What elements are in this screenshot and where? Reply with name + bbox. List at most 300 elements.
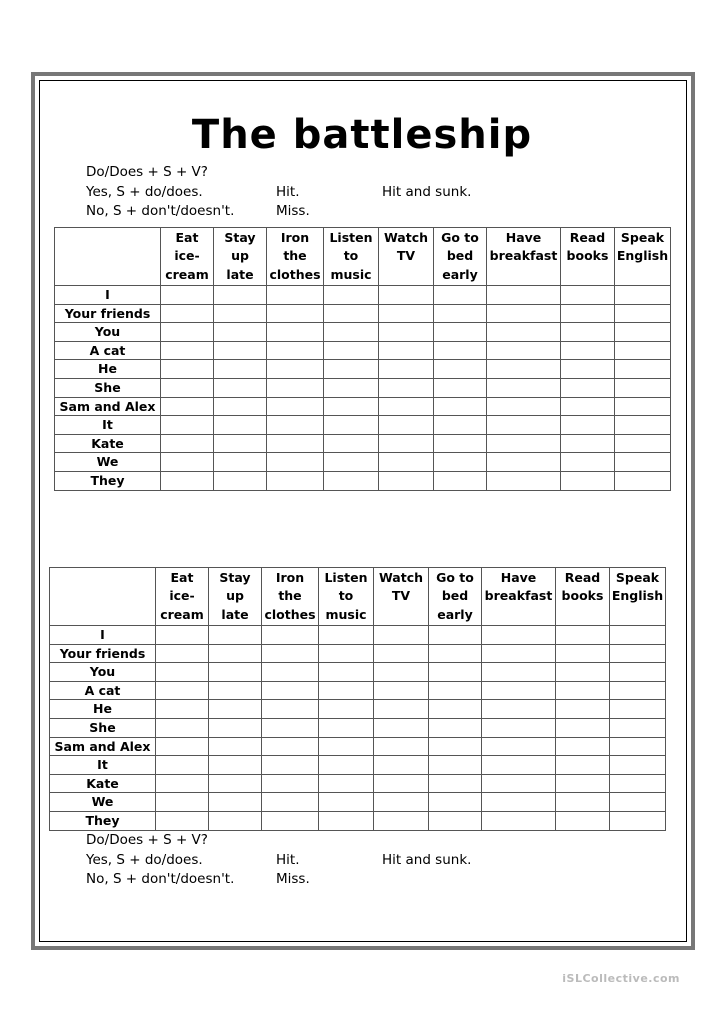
row-label: I: [50, 626, 156, 645]
column-header-line: Listen: [324, 570, 368, 585]
grid-cell[interactable]: [262, 718, 319, 737]
grid-cell[interactable]: [374, 774, 429, 793]
grid-cell[interactable]: [615, 397, 671, 416]
grid-cell[interactable]: [556, 811, 610, 830]
grid-cell[interactable]: [556, 681, 610, 700]
grid-cell[interactable]: [487, 378, 561, 397]
grid-cell[interactable]: [379, 341, 434, 360]
grid-cell[interactable]: [374, 700, 429, 719]
grid-cell[interactable]: [379, 397, 434, 416]
grid-cell[interactable]: [156, 644, 209, 663]
grid-cell[interactable]: [615, 286, 671, 305]
grid-cell[interactable]: [267, 304, 324, 323]
row-label: Sam and Alex: [50, 737, 156, 756]
grid-cell[interactable]: [267, 378, 324, 397]
grid-cell[interactable]: [324, 397, 379, 416]
column-header-line: Eat: [175, 230, 199, 245]
row-label: He: [55, 360, 161, 379]
column-header-line: Read: [564, 570, 601, 585]
grid-cell[interactable]: [209, 811, 262, 830]
grid-cell[interactable]: [161, 323, 214, 342]
grid-cell[interactable]: [556, 793, 610, 812]
grid-cell[interactable]: [487, 453, 561, 472]
grid-cell[interactable]: [161, 471, 214, 490]
grid-cell[interactable]: [610, 774, 666, 793]
grid-cell[interactable]: [434, 286, 487, 305]
grid-cell[interactable]: [556, 774, 610, 793]
column-header: [556, 568, 610, 626]
grid-cell[interactable]: [379, 434, 434, 453]
grid-cell[interactable]: [379, 304, 434, 323]
grid-cell[interactable]: [267, 471, 324, 490]
grid-cell[interactable]: [262, 700, 319, 719]
grid-cell[interactable]: [161, 341, 214, 360]
rule-sunk: Hit and sunk.: [382, 851, 472, 868]
column-header-line: breakfast: [489, 248, 558, 264]
row-label: It: [50, 756, 156, 775]
table-row: [50, 700, 666, 719]
grid-cell[interactable]: [561, 378, 615, 397]
grid-cell[interactable]: [482, 718, 556, 737]
column-header: [561, 228, 615, 286]
grid-cell[interactable]: [156, 626, 209, 645]
table-row: [50, 663, 666, 682]
grid-cell[interactable]: [319, 811, 374, 830]
grid-cell[interactable]: [556, 756, 610, 775]
grid-cell[interactable]: [324, 434, 379, 453]
column-header: [610, 568, 666, 626]
column-header-line: early: [437, 606, 473, 622]
grid-cell[interactable]: [324, 304, 379, 323]
grid-cell[interactable]: [482, 793, 556, 812]
grid-cell[interactable]: [156, 793, 209, 812]
column-header-line: Read: [569, 230, 606, 245]
grid-cell[interactable]: [156, 681, 209, 700]
grid-cell[interactable]: [267, 286, 324, 305]
grid-cell[interactable]: [610, 681, 666, 700]
column-header-line: early: [442, 266, 478, 282]
column-header: [379, 228, 434, 286]
grid-cell[interactable]: [434, 453, 487, 472]
grid-cell[interactable]: [324, 416, 379, 435]
grid-cell[interactable]: [561, 286, 615, 305]
grid-cell[interactable]: [209, 626, 262, 645]
column-header: [161, 228, 214, 286]
grid-cell[interactable]: [267, 397, 324, 416]
grid-cell[interactable]: [319, 793, 374, 812]
grid-cell[interactable]: [209, 793, 262, 812]
grid-cell[interactable]: [214, 397, 267, 416]
row-label: You: [55, 323, 161, 342]
grid-cell[interactable]: [156, 774, 209, 793]
grid-cell[interactable]: [434, 397, 487, 416]
table-row: [50, 681, 666, 700]
grid-cell[interactable]: [434, 323, 487, 342]
corner-cell: [55, 228, 161, 286]
grid-cell[interactable]: [561, 453, 615, 472]
rule-miss: Miss.: [276, 203, 310, 219]
grid-cell[interactable]: [610, 700, 666, 719]
column-header-line: music: [325, 606, 367, 622]
grid-cell[interactable]: [267, 416, 324, 435]
row-label: I: [55, 286, 161, 305]
grid-cell[interactable]: [319, 700, 374, 719]
grid-cell[interactable]: [615, 341, 671, 360]
grid-cell[interactable]: [487, 286, 561, 305]
grid-cell[interactable]: [487, 323, 561, 342]
grid-cell[interactable]: [161, 286, 214, 305]
column-header-line: books: [561, 588, 604, 604]
row-label: You: [50, 663, 156, 682]
column-header-line: Listen: [329, 230, 373, 245]
watermark: iSLCollective.com: [562, 972, 680, 985]
column-header-line: music: [330, 266, 372, 282]
grid-cell[interactable]: [209, 663, 262, 682]
column-header-line: cream: [160, 606, 204, 622]
grid-cell[interactable]: [319, 718, 374, 737]
rule-yes: Yes, S + do/does.: [86, 183, 203, 200]
grid-cell[interactable]: [262, 756, 319, 775]
row-label: He: [50, 700, 156, 719]
row-label: It: [55, 416, 161, 435]
column-header-line: Speak: [620, 230, 665, 245]
column-header-line: up: [231, 248, 249, 264]
table-row: [50, 737, 666, 756]
grid-cell[interactable]: [374, 681, 429, 700]
grid-cell[interactable]: [161, 397, 214, 416]
column-header-line: Go to: [436, 570, 474, 585]
corner-cell: [50, 568, 156, 626]
grid-cell[interactable]: [379, 378, 434, 397]
grid-cell[interactable]: [374, 663, 429, 682]
grid-cell[interactable]: [267, 341, 324, 360]
grid-cell[interactable]: [209, 681, 262, 700]
grid-cell[interactable]: [214, 453, 267, 472]
grid-cell[interactable]: [482, 644, 556, 663]
header-row: [55, 228, 671, 286]
grid-cell[interactable]: [262, 811, 319, 830]
grid-cell[interactable]: [319, 626, 374, 645]
grid-cell[interactable]: [615, 304, 671, 323]
row-label: Kate: [50, 774, 156, 793]
grid-cell[interactable]: [615, 323, 671, 342]
grid-cell[interactable]: [434, 378, 487, 397]
grid-cell[interactable]: [324, 323, 379, 342]
column-header-line: late: [221, 606, 249, 622]
table-row: [50, 756, 666, 775]
column-header-line: Iron: [275, 570, 305, 585]
grid-cell[interactable]: [482, 811, 556, 830]
table-row: [55, 471, 671, 490]
table-row: [55, 286, 671, 305]
grid-cell[interactable]: [482, 700, 556, 719]
grid-cell[interactable]: [214, 323, 267, 342]
row-label: They: [50, 811, 156, 830]
grid-cell[interactable]: [379, 416, 434, 435]
grid-cell[interactable]: [434, 341, 487, 360]
grid-cell[interactable]: [262, 737, 319, 756]
rule-sunk: Hit and sunk.: [382, 183, 472, 200]
grid-cell[interactable]: [434, 304, 487, 323]
grid-cell[interactable]: [434, 360, 487, 379]
grid-cell[interactable]: [214, 304, 267, 323]
grid-cell[interactable]: [429, 626, 482, 645]
table-row: [55, 397, 671, 416]
grid-cell[interactable]: [615, 378, 671, 397]
rule-no: No, S + don't/doesn't.: [86, 203, 235, 219]
grid-cell[interactable]: [556, 700, 610, 719]
column-header: [262, 568, 319, 626]
grid-cell[interactable]: [161, 360, 214, 379]
grid-cell[interactable]: [267, 453, 324, 472]
grid-cell[interactable]: [482, 681, 556, 700]
row-label: Your friends: [50, 644, 156, 663]
column-header: [319, 568, 374, 626]
grid-cell[interactable]: [324, 453, 379, 472]
grid-cell[interactable]: [487, 304, 561, 323]
grid-cell[interactable]: [561, 471, 615, 490]
grid-cell[interactable]: [161, 416, 214, 435]
grid-cell[interactable]: [267, 360, 324, 379]
grid-cell[interactable]: [561, 341, 615, 360]
grid-cell[interactable]: [214, 416, 267, 435]
grid-cell[interactable]: [209, 756, 262, 775]
grid-cell[interactable]: [156, 718, 209, 737]
grid-cell[interactable]: [161, 434, 214, 453]
column-header-line: bed: [441, 588, 469, 604]
grid-cell[interactable]: [556, 626, 610, 645]
grid-cell[interactable]: [324, 286, 379, 305]
grid-cell[interactable]: [429, 756, 482, 775]
column-header-line: books: [566, 248, 609, 264]
grid-cell[interactable]: [556, 718, 610, 737]
column-header: [434, 228, 487, 286]
battleship-grid-2: [49, 567, 666, 831]
grid-cell[interactable]: [482, 737, 556, 756]
grid-cell[interactable]: [262, 793, 319, 812]
grid-cell[interactable]: [262, 644, 319, 663]
column-header-line: Stay: [219, 570, 251, 585]
grid-cell[interactable]: [319, 774, 374, 793]
table-row: [50, 718, 666, 737]
grid-cell[interactable]: [487, 397, 561, 416]
column-header: [482, 568, 556, 626]
grid-cell[interactable]: [615, 471, 671, 490]
column-header-line: ice-: [169, 588, 195, 604]
rule-miss: Miss.: [276, 871, 310, 887]
row-label: They: [55, 471, 161, 490]
grid-cell[interactable]: [267, 434, 324, 453]
grid-cell[interactable]: [324, 471, 379, 490]
grid-cell[interactable]: [262, 663, 319, 682]
row-label: Kate: [55, 434, 161, 453]
column-header-line: English: [616, 248, 669, 264]
column-header: [324, 228, 379, 286]
table-row: [55, 378, 671, 397]
grid-cell[interactable]: [214, 378, 267, 397]
grid-cell[interactable]: [556, 644, 610, 663]
column-header-line: Eat: [170, 570, 194, 585]
grid-cell[interactable]: [156, 737, 209, 756]
grid-cell[interactable]: [319, 756, 374, 775]
grid-cell[interactable]: [374, 793, 429, 812]
grid-cell[interactable]: [429, 774, 482, 793]
grid-cell[interactable]: [319, 681, 374, 700]
grid-cell[interactable]: [262, 774, 319, 793]
table-row: [50, 774, 666, 793]
grid-cell[interactable]: [610, 718, 666, 737]
grid-cell[interactable]: [374, 756, 429, 775]
grid-cell[interactable]: [482, 626, 556, 645]
grid-cell[interactable]: [610, 737, 666, 756]
column-header-line: the: [283, 248, 307, 264]
grid-cell[interactable]: [209, 774, 262, 793]
grid-cell[interactable]: [429, 793, 482, 812]
grid-cell[interactable]: [374, 644, 429, 663]
table-row: [55, 434, 671, 453]
grid-cell[interactable]: [561, 323, 615, 342]
grid-cell[interactable]: [429, 681, 482, 700]
grid-cell[interactable]: [487, 341, 561, 360]
grid-cell[interactable]: [209, 718, 262, 737]
grid-cell[interactable]: [262, 681, 319, 700]
grid-cell[interactable]: [214, 434, 267, 453]
grid-cell[interactable]: [214, 471, 267, 490]
grid-cell[interactable]: [161, 304, 214, 323]
table-row: [55, 323, 671, 342]
grid-cell[interactable]: [161, 453, 214, 472]
grid-cell[interactable]: [487, 471, 561, 490]
grid-cell[interactable]: [156, 756, 209, 775]
grid-cell[interactable]: [324, 341, 379, 360]
column-header-line: Have: [505, 230, 542, 245]
grid-cell[interactable]: [214, 286, 267, 305]
grid-cell[interactable]: [434, 471, 487, 490]
grid-cell[interactable]: [379, 471, 434, 490]
grid-cell[interactable]: [379, 286, 434, 305]
rule-hit: Hit.: [276, 183, 300, 200]
column-header-line: clothes: [264, 606, 316, 622]
column-header-line: bed: [446, 248, 474, 264]
column-header-line: Go to: [441, 230, 479, 245]
grid-cell[interactable]: [615, 360, 671, 379]
grid-cell[interactable]: [319, 644, 374, 663]
grid-cell[interactable]: [429, 700, 482, 719]
grid-cell[interactable]: [267, 323, 324, 342]
rule-question: Do/Does + S + V?: [86, 832, 208, 848]
grid-cell[interactable]: [556, 663, 610, 682]
grid-cell[interactable]: [561, 416, 615, 435]
grid-cell[interactable]: [429, 718, 482, 737]
grid-cell[interactable]: [610, 626, 666, 645]
rule-question: Do/Does + S + V?: [86, 164, 208, 180]
column-header-line: Watch: [383, 230, 429, 245]
grid-cell[interactable]: [161, 378, 214, 397]
column-header-line: to: [338, 588, 354, 604]
column-header-line: ice-: [174, 248, 200, 264]
grid-cell[interactable]: [434, 416, 487, 435]
grid-cell[interactable]: [487, 360, 561, 379]
grid-cell[interactable]: [429, 811, 482, 830]
grid-cell[interactable]: [610, 756, 666, 775]
grid-cell[interactable]: [615, 416, 671, 435]
column-header-line: Speak: [615, 570, 660, 585]
column-header-line: TV: [396, 248, 416, 264]
table-row: [50, 793, 666, 812]
grid-cell[interactable]: [561, 360, 615, 379]
column-header-line: late: [226, 266, 254, 282]
grid-cell[interactable]: [482, 663, 556, 682]
grid-cell[interactable]: [262, 626, 319, 645]
grid-cell[interactable]: [379, 453, 434, 472]
grid-cell[interactable]: [615, 453, 671, 472]
row-label: We: [55, 453, 161, 472]
grid-cell[interactable]: [319, 663, 374, 682]
table-row: [55, 341, 671, 360]
grid-cell[interactable]: [319, 737, 374, 756]
grid-cell[interactable]: [610, 793, 666, 812]
grid-cell[interactable]: [434, 434, 487, 453]
grid-cell[interactable]: [482, 756, 556, 775]
column-header-line: clothes: [269, 266, 321, 282]
grid-cell[interactable]: [561, 304, 615, 323]
grid-cell[interactable]: [487, 416, 561, 435]
column-header-line: up: [226, 588, 244, 604]
grid-cell[interactable]: [156, 811, 209, 830]
grid-cell[interactable]: [610, 811, 666, 830]
grid-cell[interactable]: [556, 737, 610, 756]
column-header-line: cream: [165, 266, 209, 282]
grid-cell[interactable]: [214, 341, 267, 360]
header-row: [50, 568, 666, 626]
grid-cell[interactable]: [324, 360, 379, 379]
grid-cell[interactable]: [482, 774, 556, 793]
battleship-grid-1: [54, 227, 671, 491]
grid-cell[interactable]: [561, 397, 615, 416]
grid-cell[interactable]: [429, 663, 482, 682]
grid-cell[interactable]: [156, 700, 209, 719]
grid-cell[interactable]: [487, 434, 561, 453]
column-header: [209, 568, 262, 626]
column-header: [615, 228, 671, 286]
grid-cell[interactable]: [610, 663, 666, 682]
table-row: [55, 304, 671, 323]
grid-cell[interactable]: [209, 700, 262, 719]
grid-cell[interactable]: [374, 737, 429, 756]
grid-cell[interactable]: [214, 360, 267, 379]
grid-cell[interactable]: [374, 626, 429, 645]
grid-cell[interactable]: [610, 644, 666, 663]
row-label: She: [55, 378, 161, 397]
grid-cell[interactable]: [561, 434, 615, 453]
column-header-line: the: [278, 588, 302, 604]
row-label: She: [50, 718, 156, 737]
grid-cell[interactable]: [209, 737, 262, 756]
grid-cell[interactable]: [429, 644, 482, 663]
column-header: [214, 228, 267, 286]
grid-cell[interactable]: [379, 360, 434, 379]
grid-cell[interactable]: [374, 718, 429, 737]
grid-cell[interactable]: [209, 644, 262, 663]
grid-cell[interactable]: [324, 378, 379, 397]
grid-cell[interactable]: [429, 737, 482, 756]
column-header: [374, 568, 429, 626]
grid-cell[interactable]: [156, 663, 209, 682]
table-row: [50, 644, 666, 663]
grid-cell[interactable]: [615, 434, 671, 453]
grid-cell[interactable]: [374, 811, 429, 830]
grid-cell[interactable]: [379, 323, 434, 342]
